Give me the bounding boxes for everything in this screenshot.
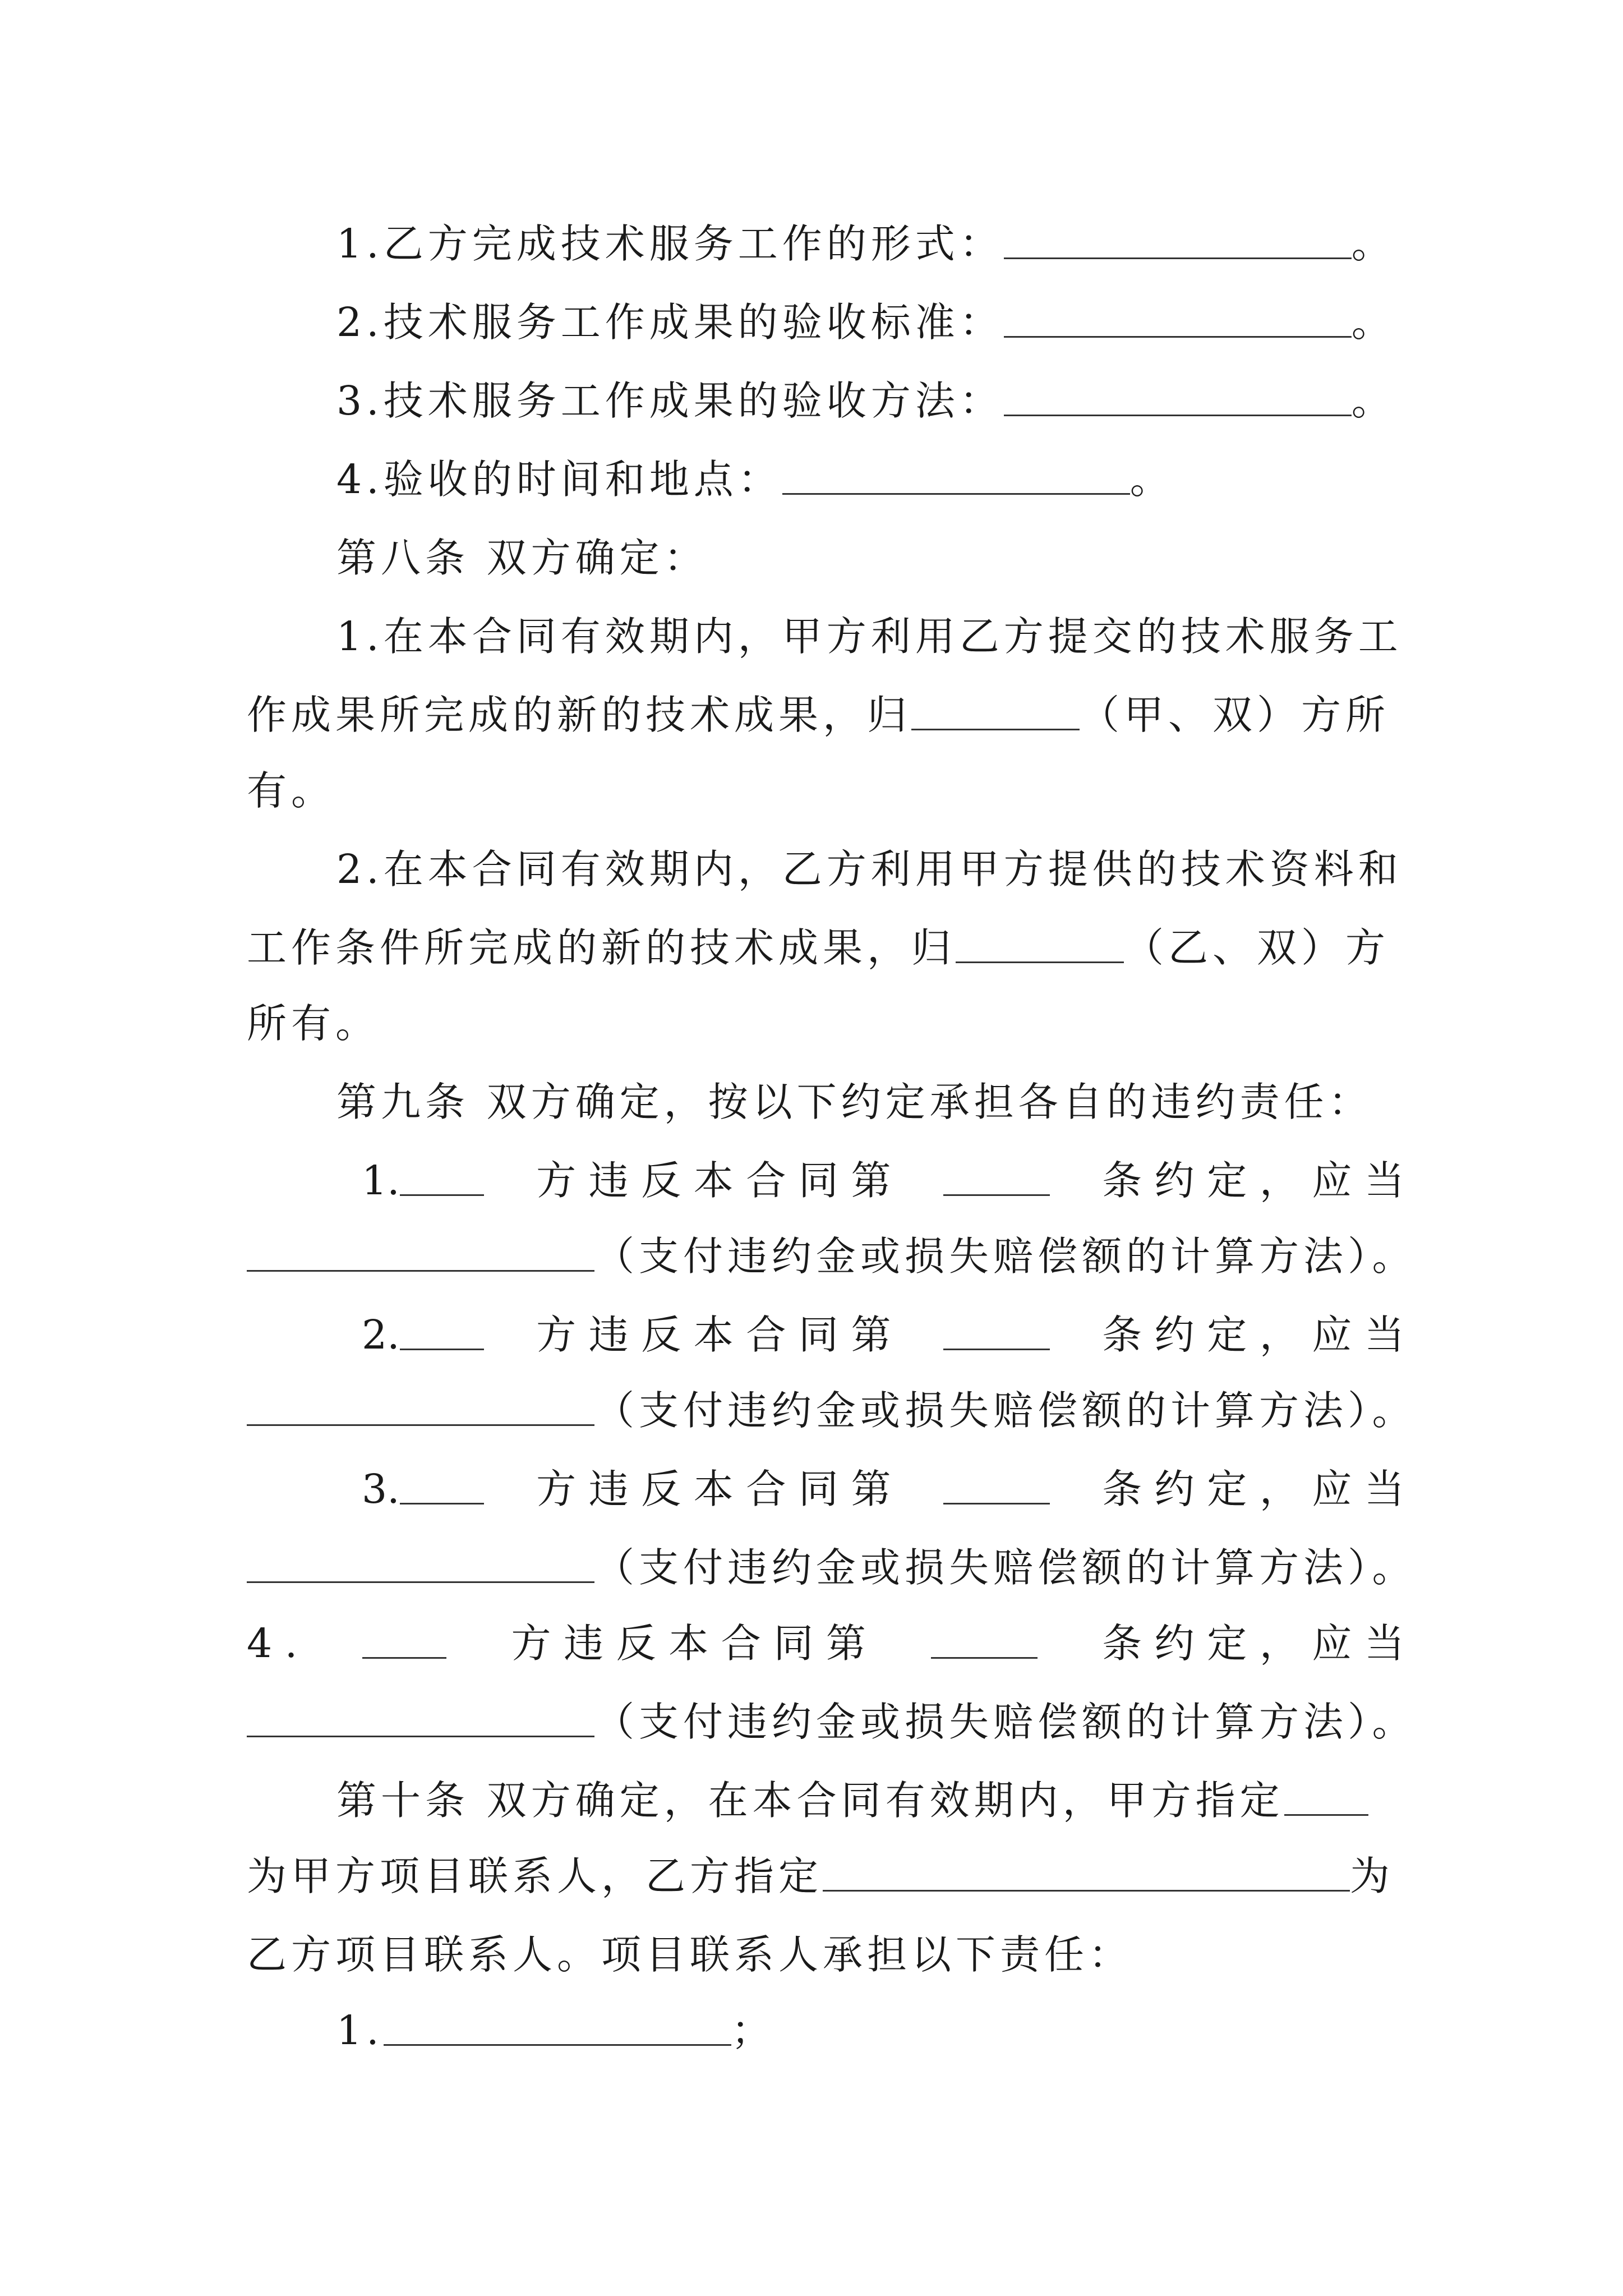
- breach-item-3-line1: [362, 1461, 1404, 1517]
- blank-field[interactable]: [943, 1307, 1050, 1350]
- text-segment: 条 约 定 ， 应 当: [1102, 1466, 1404, 1512]
- item-text: 验收的时间和地点：: [383, 456, 782, 503]
- breach-item-1-line1: [362, 1153, 1404, 1209]
- item-number: 2.: [362, 1312, 400, 1358]
- breach-item-1-line2: [247, 1228, 1623, 1285]
- breach-item-3-line2: [247, 1540, 1623, 1596]
- item-number: 1.: [336, 220, 384, 267]
- text-segment: （支付违约金或损失赔偿额的计算方法）。: [594, 1387, 1417, 1434]
- text-segment: 为: [1350, 1853, 1395, 1899]
- breach-item-number-and-party: [362, 1153, 484, 1209]
- text-segment: （支付违约金或损失赔偿额的计算方法）。: [594, 1233, 1417, 1280]
- article-8-p2-line2: [247, 920, 1404, 976]
- breach-item-number-and-party: [362, 1307, 484, 1363]
- item-end: 。: [1351, 299, 1396, 346]
- text-segment: 方 违 反 本 合 同 第: [536, 1157, 891, 1204]
- blank-field[interactable]: [384, 2003, 731, 2046]
- text-segment: 工作条件所完成的新的技术成果，归: [247, 924, 956, 971]
- text-segment: （支付违约金或损失赔偿额的计算方法）。: [594, 1699, 1417, 1745]
- article-10-line2: [247, 1848, 1404, 1904]
- acceptance-standard-line: [336, 295, 1623, 351]
- item-end: ；: [731, 2007, 776, 2054]
- text-segment: （甲、双）方所: [1080, 692, 1390, 738]
- article-9-heading: 第九条 双方确定，按以下约定承担各自的违约责任：: [336, 1079, 1373, 1125]
- article-8-p1-line1: 1.在本合同有效期内，甲方利用乙方提交的技术服务工: [336, 613, 1403, 660]
- blank-field[interactable]: [1284, 1773, 1368, 1816]
- blank-field[interactable]: [956, 920, 1124, 963]
- blank-field[interactable]: [247, 1694, 594, 1737]
- text-segment: 作成果所完成的新的技术成果，归: [247, 692, 912, 738]
- item-text: 技术服务工作成果的验收标准：: [383, 299, 1004, 346]
- blank-field[interactable]: [943, 1153, 1050, 1196]
- item-number: 1.: [362, 1157, 400, 1204]
- article-8-p2-line3: 所有。: [247, 1000, 380, 1047]
- breach-item-2-line1: [362, 1307, 1404, 1363]
- blank-field[interactable]: [400, 1307, 484, 1350]
- item-number: 1.: [336, 2007, 384, 2054]
- breach-item-number-and-party: [362, 1461, 484, 1517]
- text-segment: （支付违约金或损失赔偿额的计算方法）。: [594, 1544, 1417, 1591]
- text-segment: 条 约 定 ， 应 当: [1102, 1620, 1404, 1667]
- item-text: 乙方完成技术服务工作的形式：: [383, 220, 1004, 267]
- blank-field[interactable]: [1004, 216, 1352, 259]
- text-segment: 条 约 定 ， 应 当: [1102, 1157, 1404, 1204]
- item-number: 3.: [336, 378, 384, 424]
- acceptance-method-line: [336, 373, 1623, 429]
- article-8-heading: 第八条 双方确定：: [336, 535, 708, 581]
- breach-item-4-line1: [247, 1616, 1404, 1672]
- item-end: 。: [1129, 456, 1174, 503]
- article-8-p1-line3: 有。: [247, 767, 336, 814]
- blank-field[interactable]: [1004, 295, 1352, 338]
- article-10-line3: 乙方项目联系人。项目联系人承担以下责任：: [247, 1931, 1133, 1978]
- blank-field[interactable]: [911, 687, 1080, 730]
- blank-field[interactable]: [1004, 373, 1352, 416]
- blank-field[interactable]: [400, 1461, 484, 1504]
- item-end: 。: [1351, 220, 1396, 267]
- breach-item-2-line2: [247, 1383, 1623, 1439]
- text-segment: 方 违 反 本 合 同 第: [536, 1466, 891, 1512]
- text-segment: 方 违 反 本 合 同 第: [511, 1620, 866, 1667]
- blank-field[interactable]: [400, 1153, 484, 1196]
- blank-field[interactable]: [247, 1228, 594, 1272]
- blank-field[interactable]: [823, 1848, 1350, 1892]
- text-segment: 第十条 双方确定，在本合同有效期内，甲方指定: [336, 1777, 1284, 1824]
- article-8-p2-line1: 2.在本合同有效期内，乙方利用甲方提供的技术资料和: [336, 846, 1403, 892]
- item-text: 技术服务工作成果的验收方法：: [383, 378, 1004, 424]
- item-number: 2.: [336, 299, 384, 346]
- blank-field[interactable]: [931, 1616, 1038, 1659]
- blank-field[interactable]: [247, 1540, 594, 1583]
- item-end: 。: [1351, 378, 1396, 424]
- acceptance-form-line: [336, 216, 1623, 272]
- item-number: 4.: [336, 456, 384, 503]
- text-segment: （乙、双）方: [1124, 924, 1390, 971]
- blank-field[interactable]: [943, 1461, 1050, 1504]
- blank-field[interactable]: [362, 1616, 446, 1659]
- text-segment: 为甲方项目联系人，乙方指定: [247, 1853, 823, 1899]
- breach-item-4-line2: [247, 1694, 1623, 1750]
- text-segment: 方 违 反 本 合 同 第: [536, 1312, 891, 1358]
- item-number: 4 .: [247, 1620, 298, 1667]
- text-segment: 条 约 定 ， 应 当: [1102, 1312, 1404, 1358]
- blank-field[interactable]: [782, 452, 1130, 495]
- blank-field[interactable]: [247, 1383, 594, 1426]
- acceptance-time-place-line: [336, 452, 1623, 508]
- item-number: 3.: [362, 1466, 400, 1512]
- article-10-item-1: [336, 2003, 1404, 2059]
- article-10-line1: [336, 1773, 1404, 1829]
- article-8-p1-line2: [247, 687, 1404, 743]
